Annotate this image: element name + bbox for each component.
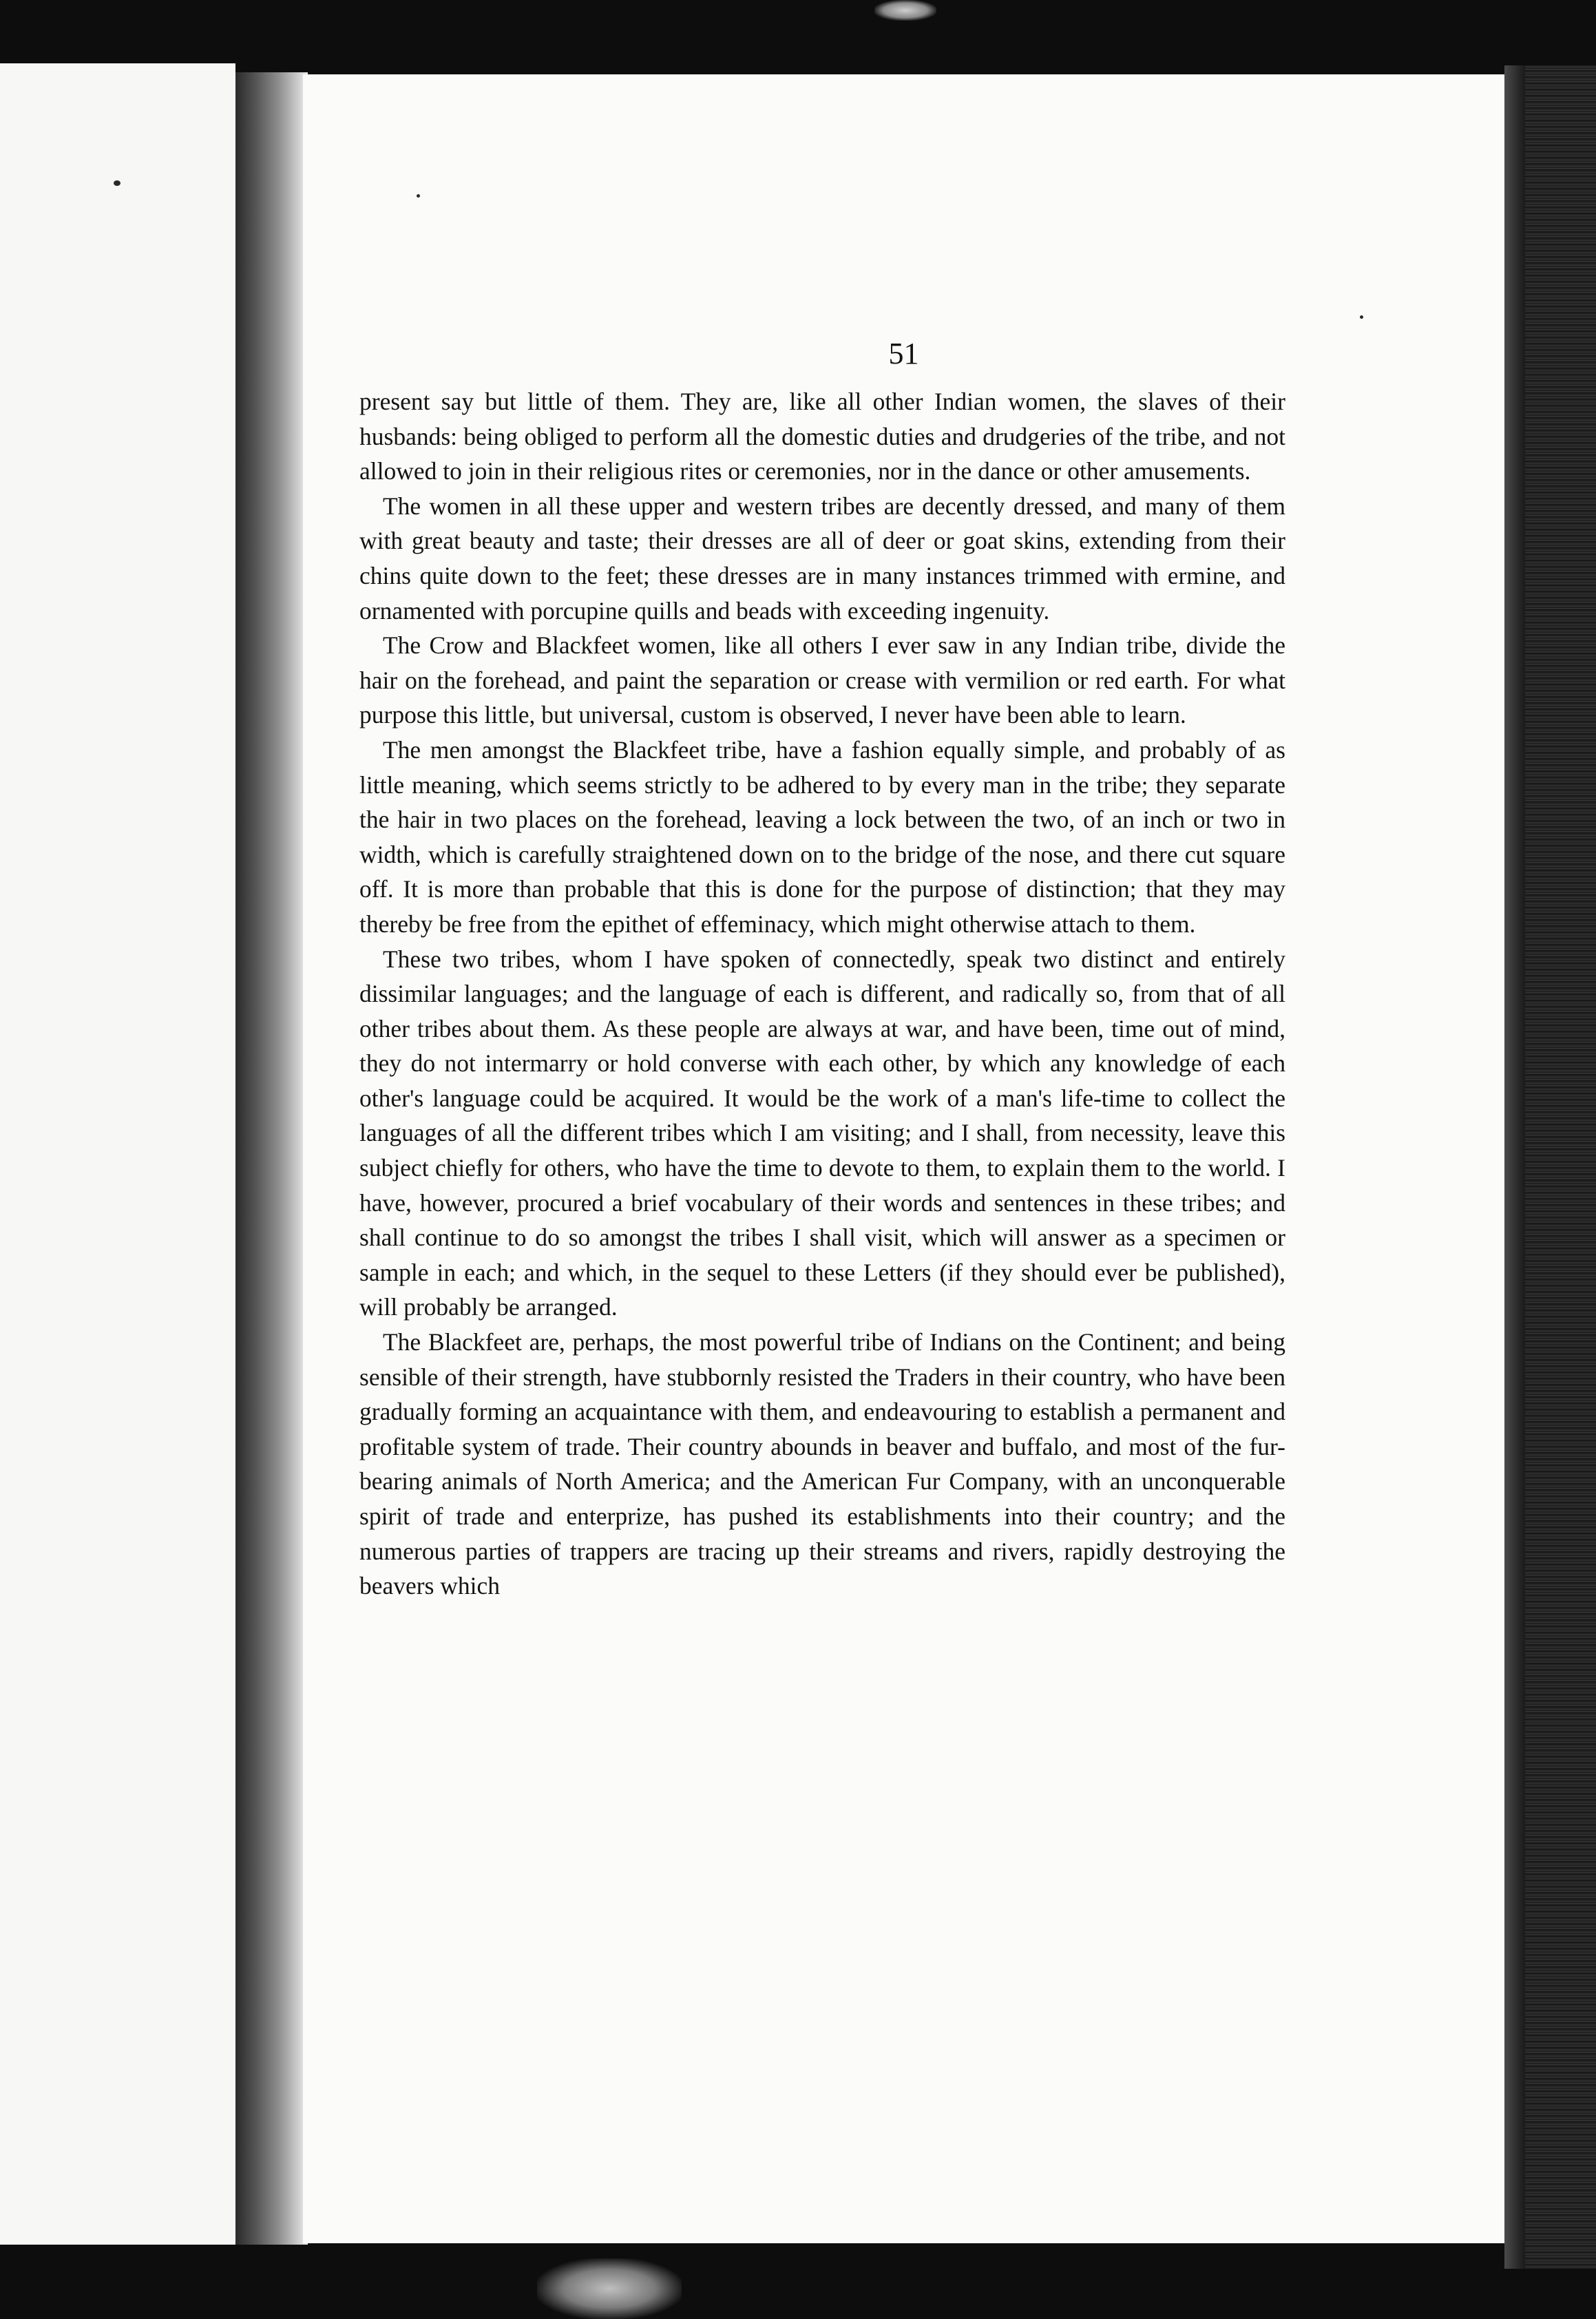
right-edge-shadow	[1504, 65, 1525, 2269]
scan-speck	[1360, 315, 1363, 319]
scan-artifact-bottom	[537, 2258, 682, 2319]
book-gutter-shadow	[235, 72, 308, 2245]
paragraph: The women in all these upper and western tribes are decently dressed, and many of them with great beauty and taste; their dresses are all of deer or goat skins, extending from their chins quite down to the feet; these dresses are in many instances trimmed with ermine, and ornamented with porcupine quills and beads with exceeding ingenuity.	[359, 492, 1285, 625]
left-facing-page	[0, 63, 235, 2245]
paragraph: present say but little of them. They are, like all other Indian women, the slaves of their husbands: being obliged to perform all the domestic duties and drudgeries of the tribe, and not allowed to join in their religious rites or ceremonies, nor in the dance or other amusements.	[359, 388, 1285, 485]
paragraph: These two tribes, whom I have spoken of connectedly, speak two distinct and entirely dissimilar languages; and the language of each is different, and radically so, from that of all other tribes about them. As these people are always at war, and have been, time out of mind, they do not intermarry or hold converse with each other, by which any knowledge of each other's language could be acquired. It would be the work of a man's life-time to collect the languages of all the different tribes which I am visiting; and I shall, from necessity, leave this subject chiefly for others, who have the time to devote to them, to explain them to the world. I have, however, procured a brief vocabulary of their words and sentences in these tribes; and shall continue to do so amongst the tribes I shall visit, which will answer as a specimen or sample in each; and which, in the sequel to these Letters (if they should ever be published), will probably be arranged.	[359, 945, 1285, 1321]
paragraph: The Crow and Blackfeet women, like all others I ever saw in any Indian tribe, divide the hair on the forehead, and paint the separation or crease with vermilion or red earth. For what purpose this little, but universal, custom is observed, I never have been able to learn.	[359, 631, 1285, 729]
scan-artifact-top	[874, 0, 936, 21]
paragraph: The men amongst the Blackfeet tribe, have a fashion equally simple, and probably of as little meaning, which seems strictly to be adhered to by every man in the tribe; they separate the hair in two places on the forehead, leaving a lock between the two, of an inch or two in width, which is carefully straightened down on to the bridge of the nose, and there cut square off. It is more than probable that this is done for the purpose of distinction; that they may thereby be free from the epithet of effeminacy, which might otherwise attach to them.	[359, 735, 1285, 938]
paragraph: The Blackfeet are, perhaps, the most powerful tribe of Indians on the Continent; and being sensible of their strength, have stubbornly resisted the Traders in their country, who have been gradually forming an acquaintance with them, and endeavouring to establish a permanent and profitable system of trade. Their country abounds in beaver and buffalo, and most of the fur-bearing animals of North America; and the American Fur Company, with an unconquerable spirit of trade and enterprize, has pushed its establishments into their country; and the numerous parties of trappers are tracing up their streams and rivers, rapidly destroying the beavers which	[359, 1328, 1285, 1600]
page-number: 51	[888, 337, 919, 370]
scan-speck	[417, 194, 420, 198]
scan-speck	[114, 180, 120, 186]
page-body-text	[359, 384, 1285, 1604]
